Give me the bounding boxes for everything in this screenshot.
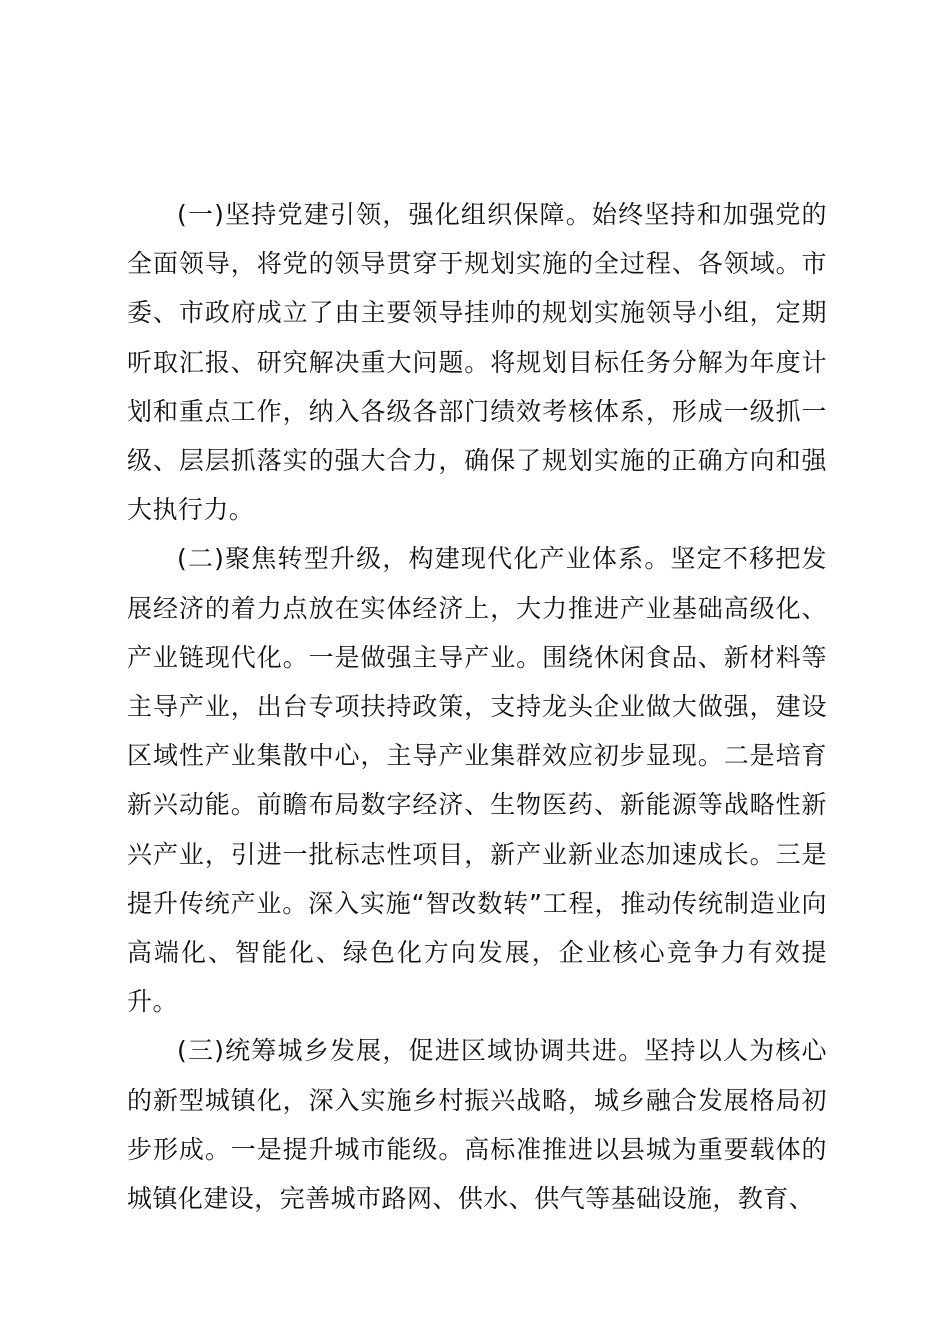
paragraph-urban-rural-development: (三)统筹城乡发展，促进区域协调共进。坚持以人为核心的新型城镇化，深入实施乡村振兴战略，城乡融合发展格局初步形成。一是提升城市能级。高标准推进以县城为重要载体的城镇化建设，完善城市路网、供水、供气等基础设施，教育、 [127, 1036, 827, 1214]
paragraph-party-leadership: (一)坚持党建引领，强化组织保障。始终坚持和加强党的全面领导，将党的领导贯穿于规划实施的全过程、各领域。市委、市政府成立了由主要领导挂帅的规划实施领导小组，定期听取汇报、研究解决重大问题。将规划目标任务分解为年度计划和重点工作，纳入各级各部门绩效考核体系，形成一级抓一级、层层抓落实的强大合力，确保了规划实施的正确方向和强大执行力。 [127, 200, 827, 525]
document-body [127, 190, 827, 1223]
paragraph-industrial-upgrade: (二)聚焦转型升级，构建现代化产业体系。坚定不移把发展经济的着力点放在实体经济上，大力推进产业基础高级化、产业链现代化。一是做强主导产业。围绕休闲食品、新材料等主导产业，出台专项扶持政策，支持龙头企业做大做强，建设区域性产业集散中心，主导产业集群效应初步显现。二是培育新兴动能。前瞻布局数字经济、生物医药、新能源等战略性新兴产业，引进一批标志性项目，新产业新业态加速成长。三是提升传统产业。深入实施“智改数转”工程，推动传统制造业向高端化、智能化、绿色化方向发展，企业核心竞争力有效提升。 [127, 544, 827, 1017]
